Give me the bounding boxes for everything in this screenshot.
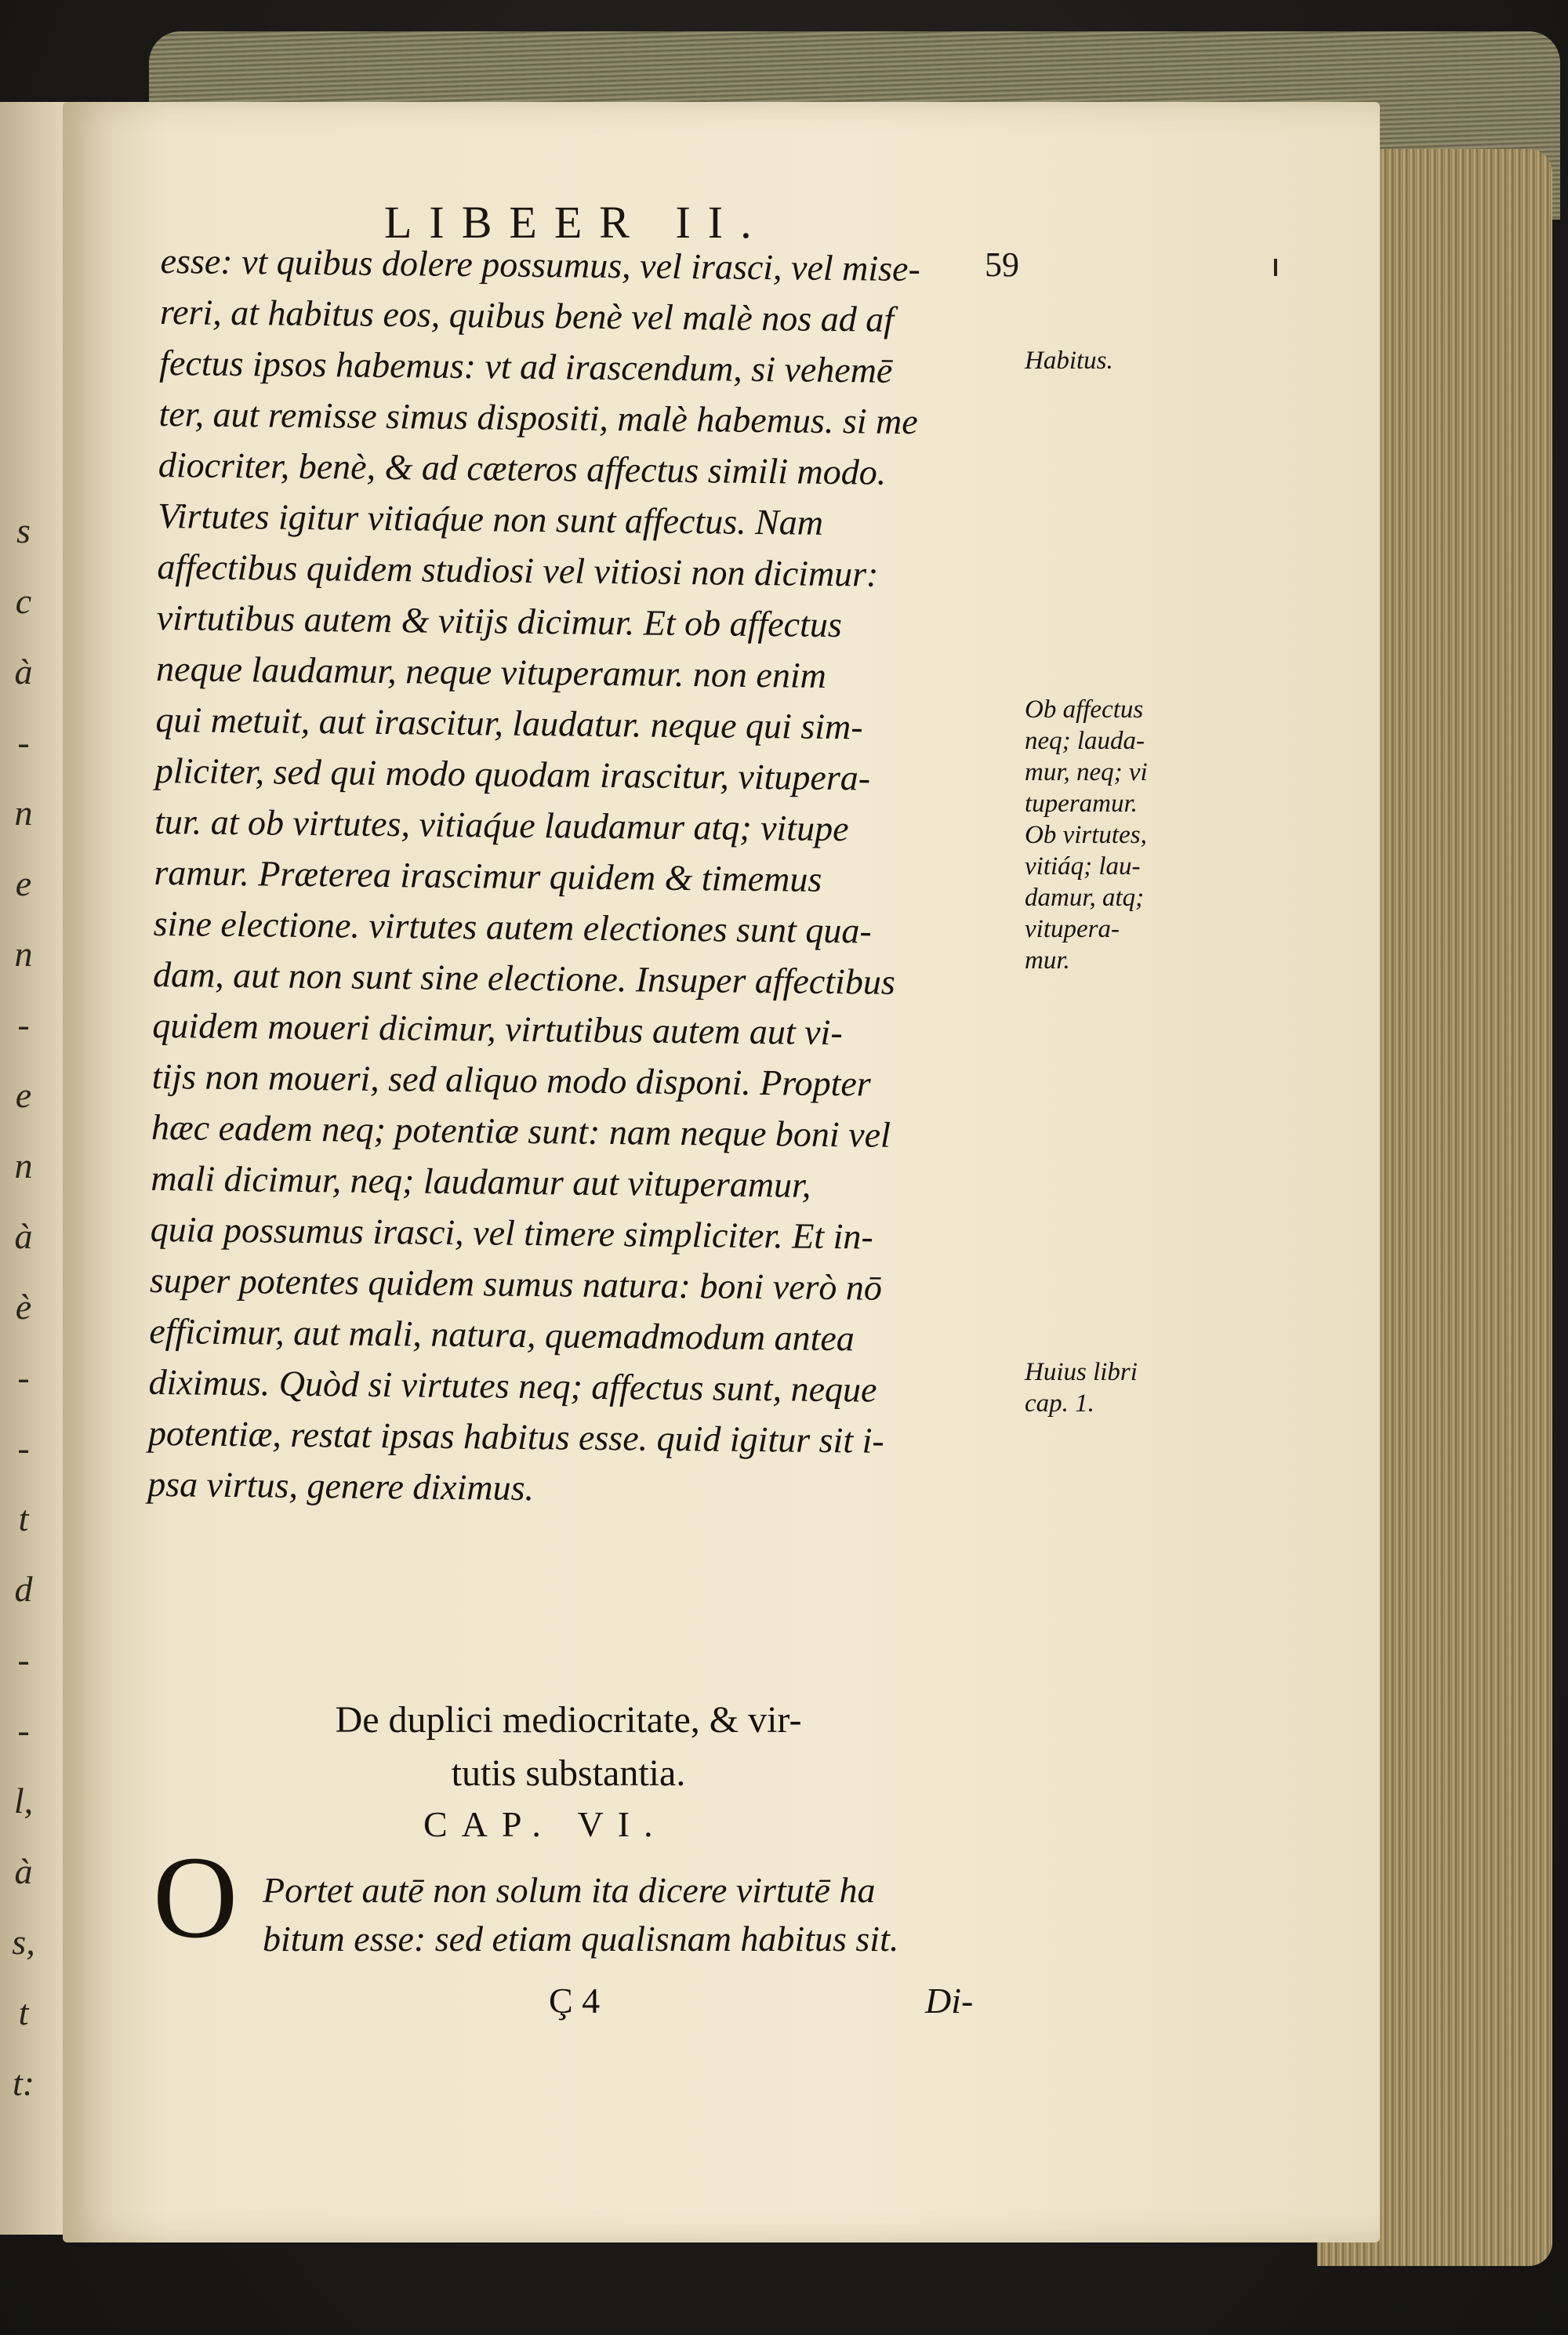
- text-line: quidem moueri dicimur, virtutibus autem aut vi-: [152, 1004, 843, 1053]
- margin-note-cross-reference: [1025, 1356, 1138, 1419]
- previous-page-letter: e: [15, 1075, 32, 1115]
- previous-page-letter: n: [14, 793, 33, 833]
- previous-page-letter: d: [14, 1569, 33, 1609]
- text-line: quia possumus irasci, vel timere simpliciter. Et in-: [150, 1208, 873, 1257]
- margin-note-line: vitupera-: [1025, 915, 1120, 943]
- text-line: qui metuit, aut irascitur, laudatur. neque qui sim-: [155, 699, 863, 747]
- text-line: ramur. Præterea irascimur quidem & timemus: [154, 852, 822, 899]
- margin-note-line: Habitus.: [1025, 347, 1113, 375]
- text-line: efficimur, aut mali, natura, quemadmodum antea: [149, 1310, 855, 1359]
- margin-note-habitus: [1025, 345, 1113, 376]
- previous-page-letter: s: [16, 510, 31, 550]
- margin-note-affectus: [1025, 694, 1148, 819]
- running-head: LIBEER II.: [384, 197, 769, 248]
- margin-note-line: Ob affectus: [1025, 695, 1144, 724]
- text-line: psa virtus, genere diximus.: [147, 1463, 535, 1509]
- text-line: Virtutes igitur vitiaq́ue non sunt affectus. Nam: [157, 495, 824, 543]
- previous-page-letter: -: [17, 1710, 30, 1750]
- text-line: esse: vt quibus dolere possumus, vel irasci, vel mise-: [160, 240, 921, 289]
- text-line: ter, aut remisse simus dispositi, malè habemus. si me: [158, 393, 918, 442]
- previous-page-letter: t: [18, 1992, 29, 2032]
- previous-page-letter: e: [15, 863, 32, 903]
- margin-note-virtutes: [1025, 819, 1147, 976]
- previous-page-letter: l,: [13, 1781, 34, 1821]
- catchword: Di-: [925, 1981, 974, 2021]
- previous-page-letter: -: [17, 1428, 30, 1468]
- text-line: tur. at ob virtutes, vitiaq́ue laudamur atq; vitupe: [154, 801, 849, 849]
- previous-page-letter: s,: [12, 1922, 35, 1962]
- margin-note-line: cap. 1.: [1025, 1389, 1094, 1418]
- previous-page-letter: t: [18, 1498, 29, 1538]
- previous-page-letter: t:: [12, 2063, 35, 2103]
- text-line: dam, aut non sunt sine electione. Insuper affectibus: [152, 953, 896, 1002]
- text-line: reri, at habitus eos, quibus benè vel malè nos ad af: [159, 291, 895, 340]
- previous-page-letter: -: [17, 1004, 30, 1044]
- previous-page-letter: è: [15, 1287, 32, 1327]
- text-line: tijs non moueri, sed aliquo modo disponi. Propter: [151, 1055, 872, 1104]
- previous-page-letter: à: [14, 652, 33, 692]
- opening-line: Portet autē non solum ita dicere virtutē ha: [263, 1870, 876, 1910]
- text-line: diocriter, benè, & ad cæteros affectus simili modo.: [158, 444, 887, 492]
- chapter-opening-text: [263, 1866, 898, 1963]
- text-line: hæc eadem neq; potentiæ sunt: nam neque boni vel: [151, 1106, 891, 1155]
- margin-note-line: Huius libri: [1025, 1358, 1138, 1386]
- chapter-number: CAP. VI.: [423, 1804, 667, 1844]
- text-line: affectibus quidem studiosi vel vitiosi non dicimur:: [157, 546, 879, 594]
- text-line: mali dicimur, neq; laudamur aut vituperamur,: [151, 1157, 811, 1205]
- margin-note-line: tuperamur.: [1025, 790, 1138, 818]
- margin-note-line: Ob virtutes,: [1025, 821, 1147, 849]
- text-line: super potentes quidem sumus natura: boni verò nō: [149, 1259, 883, 1308]
- text-line: potentiæ, restat ipsas habitus esse. quid igitur sit i-: [147, 1412, 885, 1461]
- previous-page-letter: -: [17, 722, 30, 762]
- previous-page-letter: c: [15, 581, 32, 621]
- margin-note-line: mur, neq; vi: [1025, 758, 1148, 786]
- chapter-heading: [235, 1694, 902, 1800]
- margin-note-line: mur.: [1025, 946, 1070, 975]
- previous-page-letter: -: [17, 1357, 30, 1397]
- main-text-block: [147, 235, 1062, 1519]
- heading-line: De duplici mediocritate, & vir-: [335, 1699, 802, 1741]
- text-line: neque laudamur, neque vituperamur. non enim: [155, 648, 827, 695]
- previous-page-letter: à: [14, 1216, 33, 1256]
- text-line: virtutibus autem & vitijs dicimur. Et ob affectus: [156, 597, 843, 645]
- ink-mark: [1274, 259, 1277, 276]
- margin-note-line: neq; lauda-: [1025, 727, 1145, 755]
- previous-page-letter: n: [14, 1146, 33, 1186]
- text-line: fectus ipsos habemus: vt ad irascendum, si vehemē: [159, 342, 893, 390]
- margin-note-line: damur, atq;: [1025, 884, 1145, 912]
- text-line: sine electione. virtutes autem electiones sunt qua-: [153, 902, 872, 951]
- previous-page-letter: à: [14, 1851, 33, 1891]
- text-line: diximus. Quòd si virtutes neq; affectus sunt, neque: [148, 1361, 877, 1410]
- margin-note-line: vitiáq; lau-: [1025, 852, 1141, 881]
- previous-page-letter: -: [17, 1640, 30, 1680]
- previous-page-letter: n: [14, 934, 33, 974]
- drop-cap: O: [153, 1832, 238, 1963]
- page-number: 59: [985, 245, 1019, 284]
- signature-mark: Ç 4: [549, 1981, 601, 2021]
- opening-line: bitum esse: sed etiam qualisnam habitus sit.: [263, 1919, 899, 1959]
- text-line: pliciter, sed qui modo quodam irascitur, vitupera-: [154, 750, 871, 798]
- heading-line: tutis substantia.: [451, 1752, 686, 1794]
